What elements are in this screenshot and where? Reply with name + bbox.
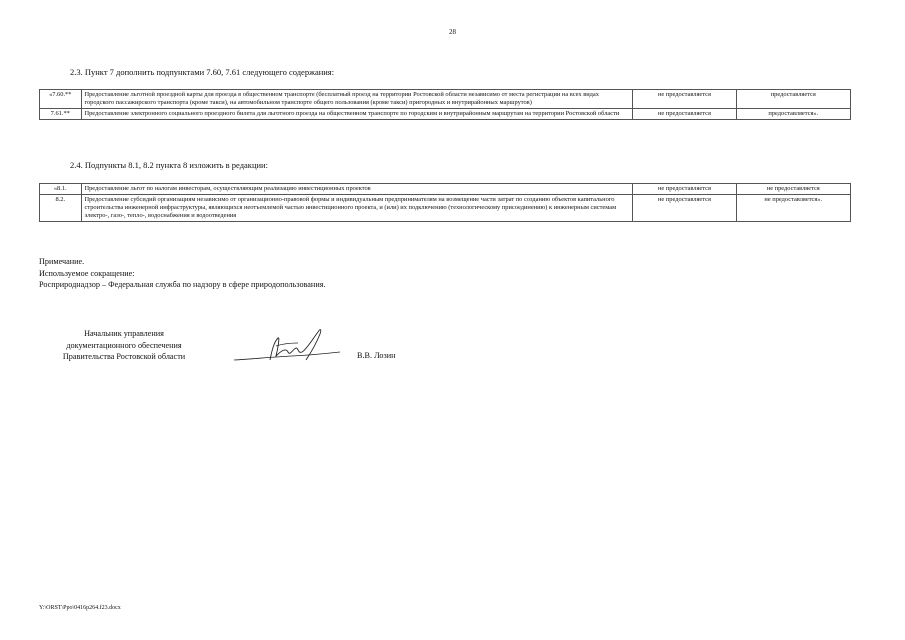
page-number: 28 (449, 28, 456, 36)
row-number: «7.60.** (40, 90, 82, 109)
row-value-b: не предоставляется (736, 184, 850, 195)
note-title: Примечание. (39, 257, 85, 266)
row-value-a: не предоставляется (633, 90, 736, 109)
row-description: Предоставление электронного социального проездного билета для льготного проезда на общественном транспорте по городским и внутрирайонным маршрутам на территории Ростовской области (81, 109, 633, 120)
row-number: «8.1. (40, 184, 82, 195)
row-value-b: предоставляется». (736, 109, 850, 120)
notes-block (39, 256, 326, 291)
table-row (40, 184, 851, 195)
table-section-2-4 (39, 183, 851, 222)
table-row (40, 109, 851, 120)
row-value-b: не предоставляется». (736, 195, 850, 222)
signatory-title-line: Правительства Ростовской области (62, 352, 186, 361)
section-heading-2-3: 2.3. Пункт 7 дополнить подпунктами 7.60, 7.61 следующего содержания: (70, 67, 335, 77)
signer-name: В.В. Лозин (357, 351, 396, 360)
signatory-title-line: Начальник управления (84, 329, 164, 338)
row-number: 8.2. (40, 195, 82, 222)
row-value-b: предоставляется (736, 90, 850, 109)
signatory-title (39, 328, 209, 363)
section-heading-2-4: 2.4. Подпункты 8.1, 8.2 пункта 8 изложить в редакции: (70, 160, 268, 170)
row-description: Предоставление льгот по налогам инвесторам, осуществляющим реализацию инвестиционных проектов (81, 184, 633, 195)
table-row (40, 195, 851, 222)
row-description: Предоставление льготной проездной карты для проезда в общественном транспорте (бесплатный проезд на территории Ростовской области независимо от места регистрации на всех видах городского пассажирского транспорта (кроме такси), на автомобильном транспорте общего пользования (кроме такси) пригородных и внутрирайонных маршрутов) (81, 90, 633, 109)
handwritten-signature (232, 326, 342, 372)
row-number: 7.61.** (40, 109, 82, 120)
row-value-a: не предоставляется (633, 195, 736, 222)
signatory-title-line: документационного обеспечения (66, 340, 182, 350)
row-value-a: не предоставляется (633, 184, 736, 195)
note-abbreviation: Росприроднадзор – Федеральная служба по надзору в сфере природопользования. (39, 280, 326, 289)
table-section-2-3 (39, 89, 851, 120)
file-path: Y:\ORST\Ppo\0416p264.f23.docx (39, 605, 121, 611)
note-abbreviation-label: Используемое сокращение: (39, 268, 135, 278)
table-row (40, 90, 851, 109)
row-value-a: не предоставляется (633, 109, 736, 120)
row-description: Предоставление субсидий организациям независимо от организационно-правовой формы и индивидуальным предпринимателям на возмещение части затрат по созданию объектов капитального строительства инженерной инфраструктуры, являющихся неотъемлемой частью инвестиционного проекта, и (или) их подключению (технологическому присоединению) к инженерным системам электро-, газо-, тепло-, водоснабжения и водоотведения (81, 195, 633, 222)
